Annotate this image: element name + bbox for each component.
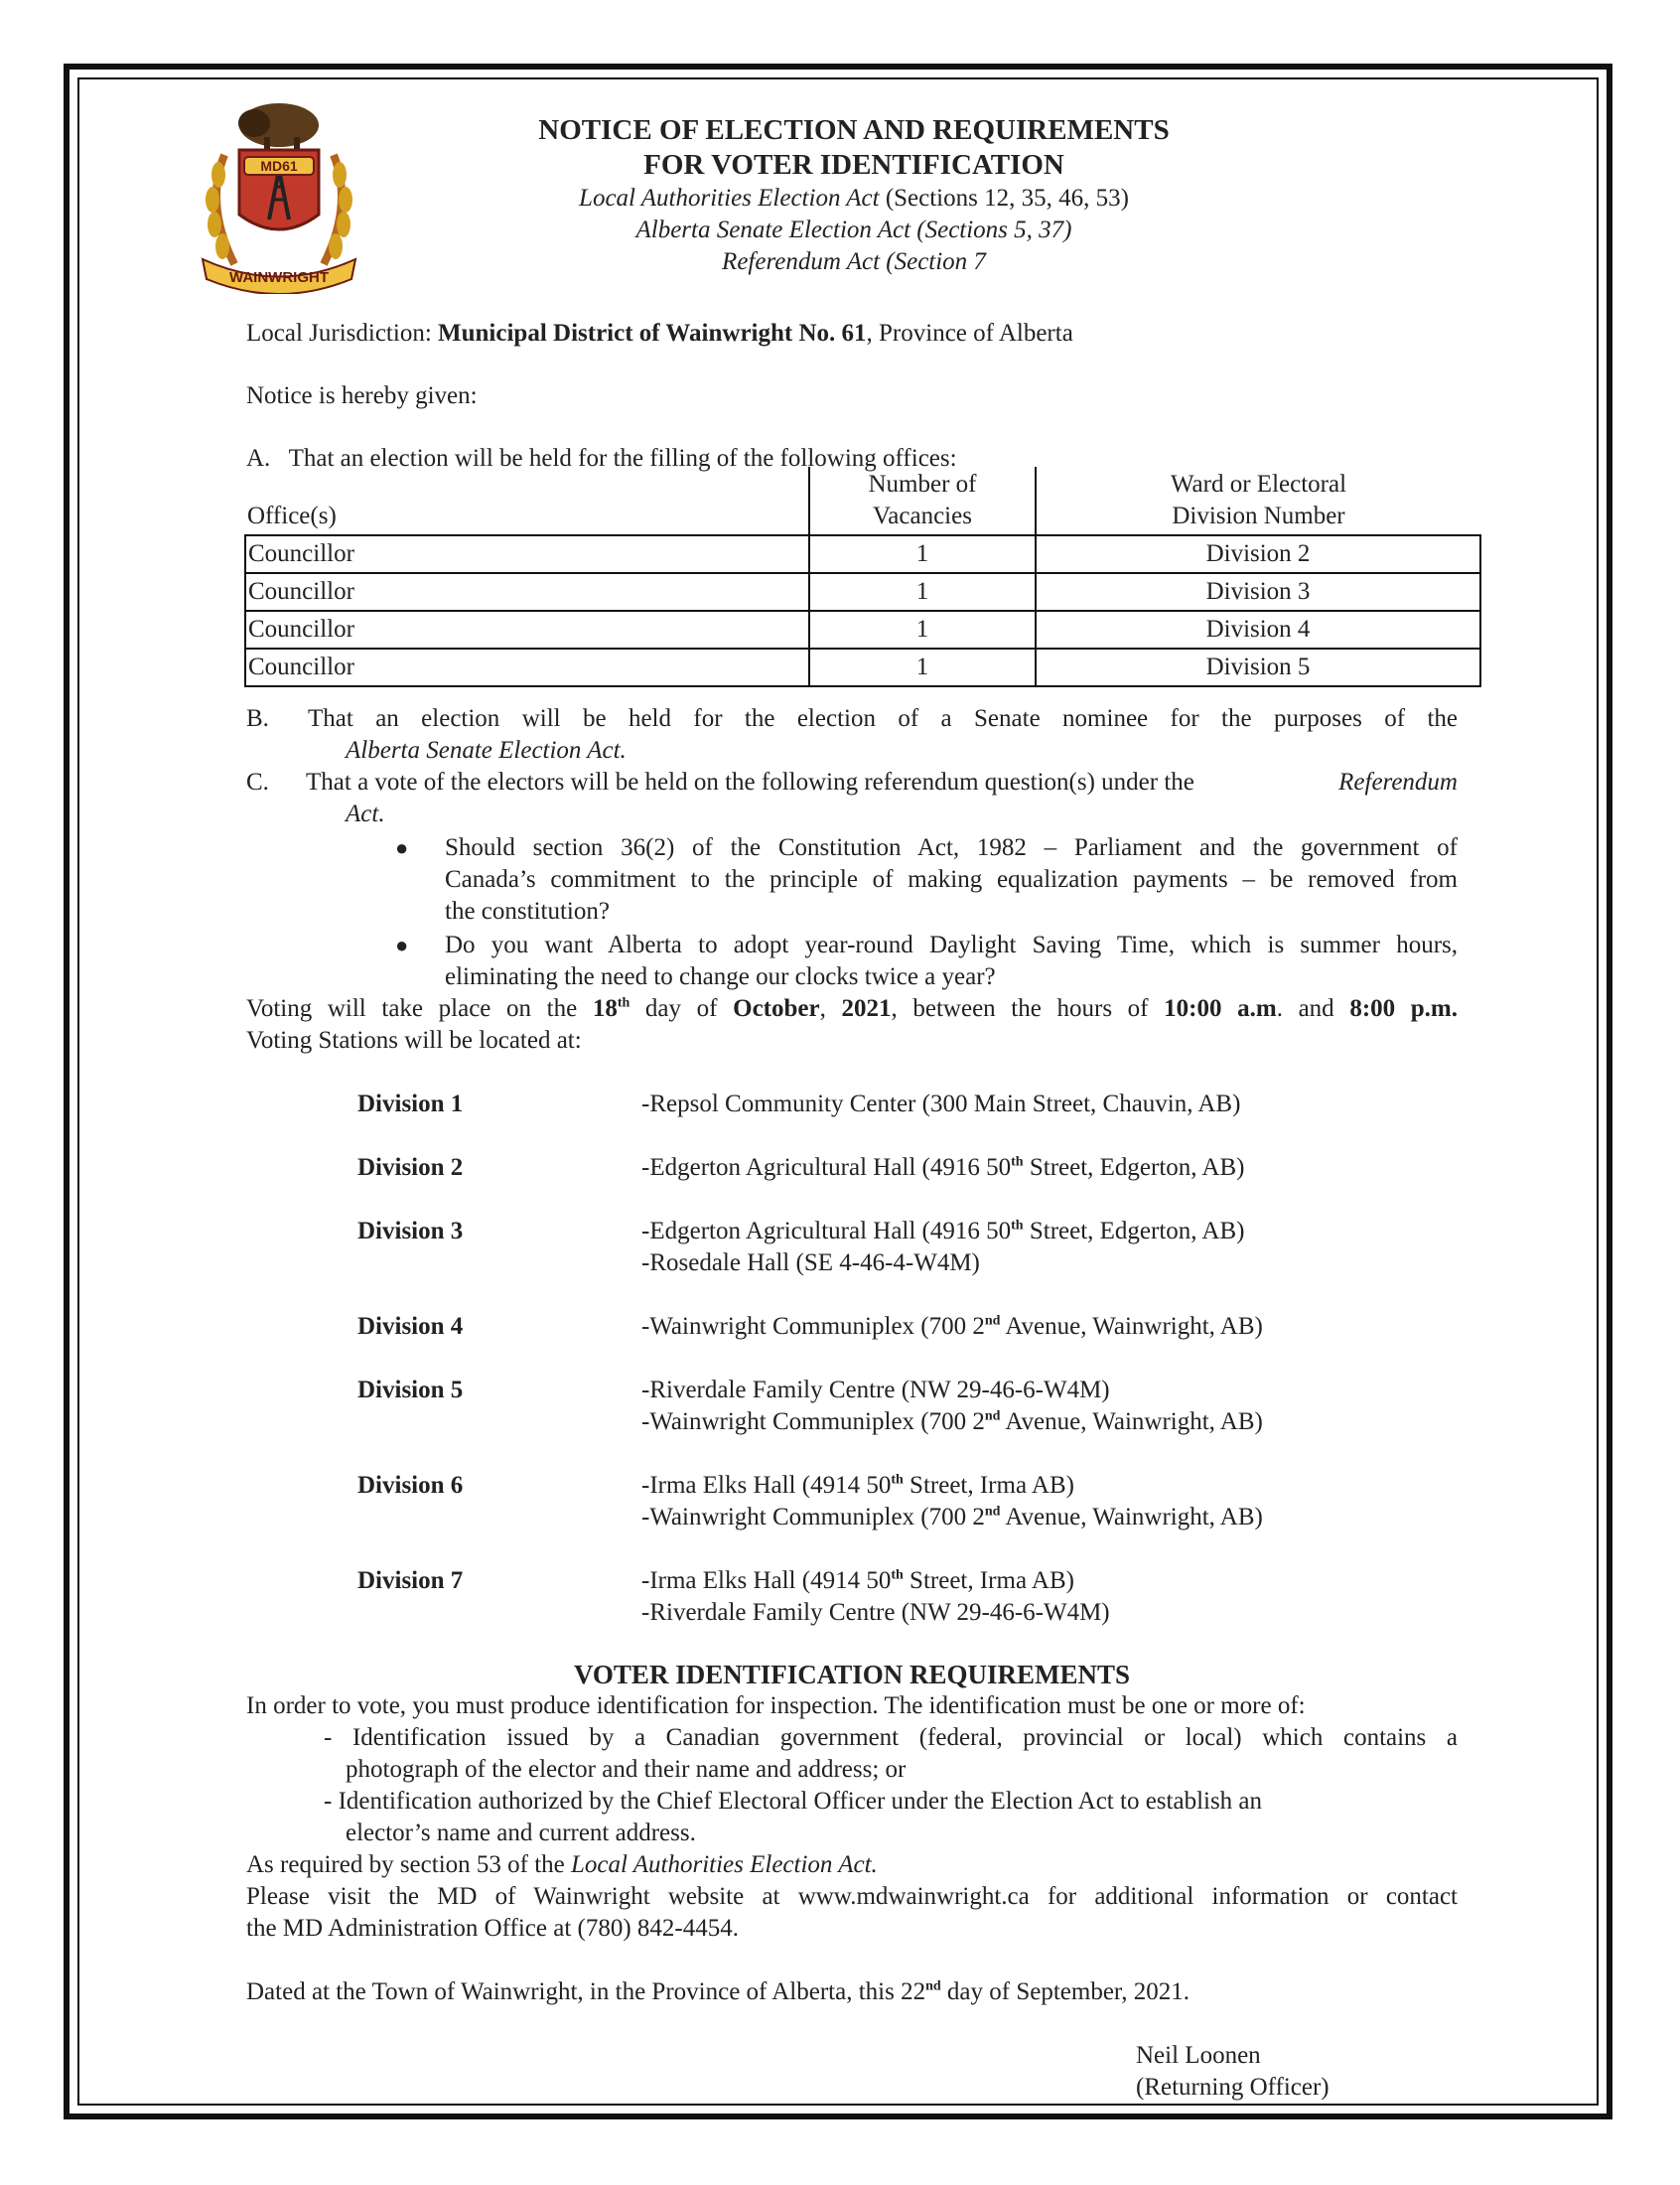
signature-title: (Returning Officer) <box>1136 2074 1330 2101</box>
cell-ward: Division 3 <box>1036 573 1480 611</box>
col-vacancies-header <box>809 467 1036 535</box>
question-2-line2: eliminating the need to change our clocks twice a year? <box>445 963 996 990</box>
notice-header <box>377 113 1330 278</box>
signature-name: Neil Loonen <box>1136 2042 1261 2069</box>
section-c-act-part2: Act. <box>346 801 385 827</box>
voter-id-item1-line2: photograph of the elector and their name and address; or <box>346 1756 907 1783</box>
jurisdiction-name: Municipal District of Wainwright No. 61 <box>438 320 867 347</box>
section-c-letter: C. <box>246 769 269 796</box>
voting-start: 10:00 a.m <box>1164 995 1277 1022</box>
section-c-text: That a vote of the electors will be held on the following referendum question(s) under the <box>306 769 1194 796</box>
location-text-post: Street, Irma AB) <box>903 1567 1074 1594</box>
division-location <box>641 1375 1110 1406</box>
cell-office: Councillor <box>245 535 809 573</box>
table-header-row <box>245 467 1480 535</box>
location-text: -Riverdale Family Centre (NW 29-46-6-W4M) <box>641 1599 1110 1626</box>
cell-ward: Division 2 <box>1036 535 1480 573</box>
notice-title-line1: NOTICE OF ELECTION AND REQUIREMENTS <box>538 114 1170 146</box>
voting-month: October <box>733 995 820 1022</box>
notice-intro: Notice is hereby given: <box>246 382 478 409</box>
division-location <box>641 1597 1110 1629</box>
voting-day: 18 <box>592 995 618 1022</box>
voting-text-4: , between the hours of <box>891 995 1165 1022</box>
location-sup: th <box>1011 1154 1024 1170</box>
dated-text-post: day of September, 2021. <box>940 1978 1190 2005</box>
division-location <box>641 1152 1244 1184</box>
jurisdiction-label: Local Jurisdiction: <box>246 320 439 347</box>
col-ward-header-1: Ward or Electoral <box>1170 471 1347 498</box>
bullet-icon: ● <box>395 835 409 860</box>
logo-text-top: MD61 <box>260 158 298 174</box>
location-text-post: Street, Edgerton, AB) <box>1023 1154 1245 1181</box>
visit-line-1: Please visit the MD of Wainwright website at www.mdwainwright.ca for additional information or contact <box>246 1883 1458 1910</box>
offices-table <box>244 467 1481 687</box>
voting-day-sup: th <box>617 995 630 1011</box>
act1-sections: (Sections 12, 35, 46, 53) <box>879 185 1129 212</box>
jurisdiction-suffix: , Province of Alberta <box>866 320 1073 347</box>
division-location <box>641 1311 1263 1343</box>
division-label: Division 2 <box>357 1154 464 1181</box>
dated-text: Dated at the Town of Wainwright, in the Province of Alberta, this 22 <box>246 1978 926 2005</box>
voter-id-item1-line1: - Identification issued by a Canadian government (federal, provincial or local) which contains a <box>324 1724 1458 1751</box>
location-text-post: Street, Edgerton, AB) <box>1023 1218 1245 1244</box>
location-text-post: Avenue, Wainwright, AB) <box>1000 1313 1263 1340</box>
division-label: Division 6 <box>357 1472 464 1499</box>
cell-vacancies: 1 <box>809 535 1036 573</box>
section-c-act-part1: Referendum <box>1338 769 1458 796</box>
act-line-3: Referendum Act (Section 7 <box>722 248 986 275</box>
location-sup: nd <box>984 1504 1001 1520</box>
voting-text-3: , <box>819 995 842 1022</box>
table-row <box>245 535 1480 573</box>
question-1-line2: Canada’s commitment to the principle of making equalization payments – be removed from <box>445 866 1458 893</box>
table-row <box>245 611 1480 649</box>
cell-ward: Division 4 <box>1036 611 1480 649</box>
visit-line-2: the MD Administration Office at (780) 842-4454. <box>246 1915 739 1942</box>
division-location <box>641 1216 1244 1247</box>
voter-id-title: VOTER IDENTIFICATION REQUIREMENTS <box>573 1660 1131 1689</box>
bullet-icon: ● <box>395 933 409 957</box>
location-text-post: Avenue, Wainwright, AB) <box>1000 1504 1263 1530</box>
location-sup: th <box>1011 1218 1024 1234</box>
location-text: -Wainwright Communiplex (700 2 <box>641 1504 985 1530</box>
section-a: A. That an election will be held for the filling of the following offices: <box>246 445 957 472</box>
question-2 <box>445 930 1458 993</box>
required-by-text: As required by section 53 of the <box>246 1851 572 1878</box>
division-location <box>641 1470 1074 1502</box>
voting-end: 8:00 p.m. <box>1349 995 1459 1022</box>
voting-text-1: Voting will take place on the <box>246 995 593 1022</box>
cell-office: Councillor <box>245 573 809 611</box>
division-label: Division 7 <box>357 1567 464 1594</box>
location-text-post: Street, Irma AB) <box>903 1472 1074 1499</box>
division-location <box>641 1247 980 1279</box>
location-text: -Wainwright Communiplex (700 2 <box>641 1408 985 1435</box>
question-1 <box>445 832 1458 928</box>
division-label: Division 3 <box>357 1218 464 1244</box>
jurisdiction-line <box>246 318 1073 350</box>
location-text: -Irma Elks Hall (4914 50 <box>641 1472 892 1499</box>
location-sup: nd <box>984 1408 1001 1424</box>
location-text: -Wainwright Communiplex (700 2 <box>641 1313 985 1340</box>
division-location <box>641 1089 1240 1120</box>
voter-id-item2-line2: elector’s name and current address. <box>346 1820 696 1846</box>
location-text: -Repsol Community Center (300 Main Street, Chauvin, AB) <box>641 1091 1241 1117</box>
dated-line <box>246 1976 1190 2008</box>
required-by-act: Local Authorities Election Act. <box>571 1851 878 1878</box>
question-1-line3: the constitution? <box>445 898 610 925</box>
location-text: -Edgerton Agricultural Hall (4916 50 <box>641 1154 1012 1181</box>
location-text: -Irma Elks Hall (4914 50 <box>641 1567 892 1594</box>
col-vacancies-header-1: Number of <box>868 471 977 498</box>
section-b-text: That an election will be held for the election of a Senate nominee for the purposes of the <box>308 705 1458 732</box>
division-label: Division 1 <box>357 1091 464 1117</box>
division-location <box>641 1406 1263 1438</box>
cell-office: Councillor <box>245 611 809 649</box>
act-line-1 <box>377 183 1330 215</box>
section-b-line1 <box>308 703 1458 735</box>
voting-date-line <box>246 993 1458 1025</box>
location-sup: th <box>891 1472 904 1488</box>
division-label: Division 5 <box>357 1377 464 1403</box>
act-line-2: Alberta Senate Election Act (Sections 5, 37) <box>635 217 1072 243</box>
col-office-header: Office(s) <box>247 503 337 529</box>
division-location <box>641 1502 1263 1533</box>
voting-text-5: . and <box>1276 995 1350 1022</box>
location-text: -Rosedale Hall (SE 4-46-4-W4M) <box>641 1249 980 1276</box>
location-sup: nd <box>984 1313 1001 1329</box>
col-ward-header-2: Division Number <box>1172 503 1345 529</box>
md-wainwright-logo <box>195 95 363 294</box>
col-ward-header <box>1036 467 1480 535</box>
act1-name: Local Authorities Election Act <box>579 185 880 212</box>
notice-title-line2: FOR VOTER IDENTIFICATION <box>643 149 1064 181</box>
cell-vacancies: 1 <box>809 573 1036 611</box>
division-label: Division 4 <box>357 1313 464 1340</box>
question-2-line1: Do you want Alberta to adopt year-round Daylight Saving Time, which is summer hours, <box>445 932 1458 958</box>
section-c-line1 <box>306 767 1458 799</box>
logo-text-bottom: WAINWRIGHT <box>229 269 329 286</box>
location-text: -Riverdale Family Centre (NW 29-46-6-W4M) <box>641 1377 1110 1403</box>
cell-ward: Division 5 <box>1036 649 1480 686</box>
division-location <box>641 1565 1074 1597</box>
question-1-line1: Should section 36(2) of the Constitution Act, 1982 – Parliament and the government of <box>445 834 1458 861</box>
voting-text-2: day of <box>630 995 734 1022</box>
table-row <box>245 573 1480 611</box>
section-b-act: Alberta Senate Election Act. <box>346 737 627 764</box>
col-vacancies-header-2: Vacancies <box>873 503 972 529</box>
table-row <box>245 649 1480 686</box>
voter-id-item2-line1: - Identification authorized by the Chief Electoral Officer under the Election Act to establish an <box>324 1788 1263 1815</box>
cell-vacancies: 1 <box>809 649 1036 686</box>
location-text: -Edgerton Agricultural Hall (4916 50 <box>641 1218 1012 1244</box>
location-text-post: Avenue, Wainwright, AB) <box>1000 1408 1263 1435</box>
voting-year: 2021 <box>841 995 892 1022</box>
stations-label: Voting Stations will be located at: <box>246 1027 582 1054</box>
section-b-letter: B. <box>246 705 269 732</box>
cell-vacancies: 1 <box>809 611 1036 649</box>
cell-office: Councillor <box>245 649 809 686</box>
location-sup: th <box>891 1567 904 1583</box>
required-by-line <box>246 1849 878 1881</box>
voter-id-intro: In order to vote, you must produce identification for inspection. The identification must be one or more of: <box>246 1692 1306 1719</box>
dated-sup: nd <box>925 1978 941 1994</box>
